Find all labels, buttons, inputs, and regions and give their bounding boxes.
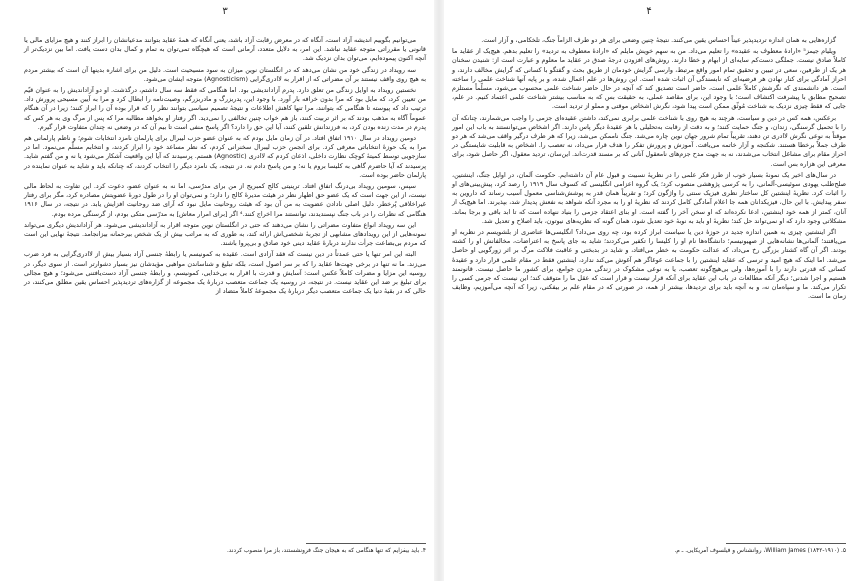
footnote: ۴. باید بیفزایم که تنها هنگامی که به هیجان جنگ فرونشستند، باز مرا منصوب کردند. (226, 548, 426, 554)
paragraph: گزاره‌هایی به همان اندازه تردیدپذیر عیناً احساس یقین می‌کنند. نتیجهٔ چنین وضعی برای هر دو طرف الزاماً جنگ، تلخکامی، و آزار است. (481, 36, 836, 44)
paragraph: سپس، سومین رویداد بی‌درنگ اتفاق افتاد. ترینیتی کالج کمبریج از من برای مدرّسی، اما نه به عنوان عضو، دعوت کرد. این تفاوت به لحاظ مالی نیست، از این جهت است که یک عضو حق اظهار نظر در هیئت مدیرهٔ کالج را دارد؛ و نمی‌توان او را در طول دورهٔ عضویتش مصادره کرد، مگر برای رفتار غیراخلاقی پُرخطر. دلیل اصلی نادادن عضویت به من آن بود که هیئت روحانیت مایل نبود که آرای ضد روحانیت افزایش یابد. در نتیجه، در سال ۱۹۱۶ هنگامی که نظرات را در باب جنگ نپسندیدند، توانستند مرا اخراج کنند.⁴ اگر [برای امرار معاش] به مدرّسی متکی بودم، از گرسنگی مرده بودم. (24, 182, 426, 218)
page-number: ۳ (222, 6, 228, 17)
footnote-rule (306, 543, 426, 544)
paragraph: نخستین رویداد به اوایل زندگی من تعلق دارد. پدرم آزاداندیشی بود. اما هنگامی که فقط سه سال داشتم، درگذشت. او دو آزاداندیش را به عنوان قیّم من تعیین کرد، که مایل بود که مرا بدون خرافه بار آورد. با وجود این، پدربزرگ و مادربزرگم، وصیت‌نامه را ابطال کرد و مرا به آیین مسیحی پرورش داد. ترتیب داد که پیوسته تا هنگامی که بتوانند، مرا تنها کاهش اطلاعات و نتیجهٔ تصمیم سیاسی بتوانند نظر را که قرار بوده آن را ابراز کنند؛ زیرا در آن هنگام عموماً آگاه به مذهب بودند که بر اثر تربیت کنند، باز هم خواب چنین تخالفی را نمی‌دید. اگر رفتار او بخواهد مطالبه مرا که پس از مرگ وی به هر کس که پدرم در مدت زنده بودن کرد، به فرزندانش تلقین کنند، آیا این حق را دارد؟ اگر پاسخ منفی است تا بیم آن که در وضعی نه چندان متفاوت قرار گیرم. (24, 86, 426, 131)
paragraph: برعکس، همه کس در دین و سیاست، هرچند به هیچ روی با شناخت علمی برابری نمی‌کند، داشتن عقیده‌ای جزمی را واجب می‌شمارند، چنانکه آن را با تحمیل گرسنگی، زندان، و جنگ حمایت کنند؛ و به دقت از رقابت به‌تحلیلی با هر عقیدهٔ دیگر پاس دارند. اگر اشخاص می‌توانستند به باب این امور موقتاً به نوعی نگرش لاادری تن دهند، تقریباً تمام شرور جهان نوین چاره می‌شد. جنگ ناممکن می‌شد، زیرا که هر طرف درگیر واقف می‌شد که هر دو طرف جملاً برخطا هستند. شکنجه و آزار خاتمه می‌یافت. آموزش و پرورش تفکر را هدف قرار می‌داد، نه تعصب را. اشخاص به قابلیت شایستگی در احراز مقام برای مشاغل انتخاب می‌شدند، نه به جهت مدح جزم‌های نامعقول آنانی که بر مسند قدرت‌اند. این‌سان، تردید معقول، اگر حاصل شود، برای معرفی این هزاره بس است. (452, 113, 846, 168)
book-gutter (434, 0, 444, 581)
page-body (452, 36, 846, 304)
page-body (24, 36, 426, 298)
paragraph: ویلیام جیمز⁵ «ارادهٔ معطوف به عقیده» را تعلیم می‌داد. من به سهم خویش مایلم که «ارادهٔ معطوف به تردید» را تعلیم بدهم. هیچ‌یک از عقاید ما کاملاً صادق نیست. جملگی دست‌کم سایه‌ای از ابهام و خطا دارند. روش‌های افزودن درجهٔ صدق در عقاید ما معلوم و عبارت است از: شنیدن سخنان هر یک از طرفین، سعی در تبیین و تحقیق تمام امور واقع مرتبط، وارسی گرایش خودمان از طریق بحث و گفتگو با کسانی که گرایش مخالف دارند، و احراز آمادگی برای کنار نهادن هر فرضیه‌ای که نابسندگی آن اثبات شده است. این روش‌ها در علم اعمال شده، و بر پایه آنها شناخت علمی را ساخته است. هر دانشمندی که نگرشش کاملاً علمی است، حاضر است تصدیق کند که آنچه در حال حاضر شناخت علمی محسوب می‌شود، مسلّماً مستلزم تصحیح مطابق با پیشرفت اکتشاف است؛ با وجود این، برای مقاصد عملی، به حقیقت بس که به مناسب بیشتر شناخت علمی اعتماد کنیم. در علم، جایی که فقط چیزی نزدیک به شناخت مُوثّق ممکن است پیدا شود، نگرش اشخاص موقتی و مملو از تردید است. (452, 47, 846, 111)
right-page (444, 0, 854, 581)
left-page (16, 0, 434, 581)
footnote: ۵. William James (۱۸۴۲-۱۹۱۰)، روانشناس و فیلسوف آمریکایی. ـ م. (674, 548, 846, 554)
page-number: ۴ (646, 6, 652, 17)
paragraph: در سال‌های اخیر یک نمونهٔ بسیار خوب از طرز فکر علمی را در نظریهٔ نسبیت و قبول عام آن داشته‌ایم. حکومت آلمان، در اوایل جنگ، اینشتین، صلح‌طلب یهودی سوئیسی-آلمانی، را به کرسی پژوهشی منصوب کرد؛ یک گروه اعزامی انگلیسی که کسوف سال ۱۹۱۹ را رصد کرد، پیش‌بینی‌های او را اثبات کرد. نظریهٔ اینشتین کل ساختار نظری فیزیک سنتی را واژگون کرد؛ و تقریباً همان قدر به پوشش‌شناسی معمول آسیب رساند که داروین به سفر پیدایش. با این حال، فیزیکدانان همه جا اعلام آمادگی کامل کردند که نظریهٔ او را به مجرد آنکه شواهد به نفعش پدیدار شد، بپذیرند. اما هیچ‌یک از آنان، کمتر از همه خود اینشتین، ادعا نکرده‌اند که او سخن آخر را گفته است. او بنای اعتقاد جزمی را بنیاد ننهاده است که تا ابد باقی و برجا بماند. مشکلاتی وجود دارد که او نمی‌تواند حل کند؛ نظریهٔ او باید به نوبهٔ خود تعدیل شود، همان گونه که نظریه‌های نیوتون، باید اصلاح و تعدیل شد. (452, 170, 846, 225)
paragraph: سه رویداد در زندگی خود من نشان می‌دهد که در انگلستان نوین میزان به سود مسیحیت است. دلیل من برای اشاره بدینها آن است که بیشتر مردم به هیچ روی واقف نیستند بر آن مضراتی که از اقرار به لاادری‌گرایی (Agnosticism) متوجه ایشان می‌شود. (24, 65, 426, 83)
footnote-rule (726, 543, 846, 544)
paragraph: اگر اینشتین چیزی به همین اندازه جدید در حوزهٔ دین یا سیاست ابراز کرده بود، چه روی می‌داد؟ انگلیسی‌ها عناصری از بلشویسم در نظریه او می‌یافتند؛ آلمانی‌ها نشانه‌هایی از صهیونیسم؛ دانشگاه‌ها نام او را کلیسا را تکفیر می‌کردند؛ شاید به جای پاسخ به اعتراضات، مخالفانش او را کشته بودند. اگر آن گاه کشتار بزرگی رخ می‌داد، که عدالت حکومت به خطر می‌افتاد، و شاید در بدبختی و عاقبت فلاکت مرگ بر اثر زورگویی او حاصل می‌شد. اما اینک که هیچ امید و ترسی که عقاید اینشتین را با جماعت غوغاگر هم آغوش می‌کند ندارد، اینشتین فقط در مقام علمی قرار دارد و عقیدهٔ کسانی که قدرتی دارند را با آموزه‌ها، ولی بی‌هیچ‌گونه تعصب، یا به نوعی مشکوک در زندگی مدرن جوامع، برای کشور ما حاصل نیست. قانونمند هستیم و اجرا شدنی؛ دیگر آنکه مطالعات در باب این عقاید برای آنکه قرار نیست و قرار است که عقل ما را متوقف کند؛ این نیست که جرمی کسی را تکرار می‌کند. ما و سپاه‌مان نه، و به آنچه باید برای تردیدها، بیشتر از همه، در صورتی که در مقام علم بر بیفکنی، زیرا که آنچه می‌آموزیم، وظایف زمان ما است. (452, 228, 846, 301)
paragraph: البته این امر تنها یا حتی عمدتاً در دین نیست که فقد آزادی است. عقیده به کمونیسم یا رابطهٔ جنسی آزاد بسیار بیش از لاادری‌گرایی به فرد ضرب می‌زند. ما نه تنها در برخی جهت‌ها عقاید را که بر سر اصول است، بلکه تبلیغ و شناساندن مواهبی مؤیدشان نیز بسیار دشوارتر است. از سوی دیگر، در روسیه این مزایا و مضرات کاملاً عکس است: آسایش و قدرت با اقرار به بی‌خدایی، کمونیسم، و رابطهٔ جنسی آزاد دست‌یافتنی می‌شود؛ و هیچ مجالی برای تبلیغ بر ضد این عقاید نیست. در نتیجه، در روسیه یک جماعت متعصب دربارهٔ یک مجموعه از گزاره‌های تردیدپذیر احساس یقین مطلق می‌کنند، در حالی که در بقیهٔ دنیا یک جماعت متعصب دیگر دربارهٔ یک مجموعهٔ کاملاً متضاد از (24, 250, 426, 296)
paragraph: می‌توانیم بگوییم اندیشه آزاد است، آنگاه که در معرض رقابت آزاد باشد، یعنی آنگاه که همهٔ عقاید بتوانند مدعیانشان را ابراز کنند و هیچ مزایای مالی یا قانونی یا مقرراتی متوجه عقاید نباشد. این امر، به دلایل متعدد، آرمانی است که هیچگاه تمی‌توان به تمام و کمال بدان دست یافت. اما بین نزدیک‌تر از آنچه اکنون پیموده‌ایم، می‌توان بدان نزدیک شد. (24, 36, 426, 63)
paragraph: دومین رویداد در سال ۱۹۱۰ اتفاق افتاد. در آن زمان مایل بودم که به عنوان عضو حزب لیبرال برای پارلمان نامزد انتخابات شوم؛ و ناظم پارلمانی هم مرا به یک حوزهٔ انتخاباتی معرفی کرد. برای انجمن حزب لیبرال سخنرانی کردم، که نظر مساعد خود را ابراز کردند، و انتخابم مسلّم می‌نمود. اما در سازجویی توسط کمیتهٔ کوچک نظارت داخلی، اذعان کردم که لاادری (Agnostic) هستم. پرسیدند که آیا این واقعیت آشکار می‌شود یا نه و من گفتم شاید. پرسیدند که آیا حاضرم گاهی به کلیسا بروم یا نه؛ و من پاسخ دادم نه. در نتیجه، یک نامزد دیگر را انتخاب کردند، که چنانکه باید و شاید به عنوان نماینده در پارلمان حاضر بوده است. (24, 134, 426, 179)
paragraph: این سه رویداد انواع متفاوت مضراتی را نشان می‌دهند که حتی در انگلستان نوین متوجه اقرار به آزاداندیشی می‌شود. هر آزاداندیش دیگری می‌تواند نمونه‌هایی از این رویدادهای مشابهی از تجربهٔ شخصی‌اش ارائه کند، به طوری که به مراتب بیش از یک شخص بیرحمانه بیزانجامد. نتیجهٔ نهایی این است که مردم بی‌بضاعت جرأت ندارند دربارهٔ عقاید دینی خود صادق و بی‌پروا باشند. (24, 220, 426, 248)
